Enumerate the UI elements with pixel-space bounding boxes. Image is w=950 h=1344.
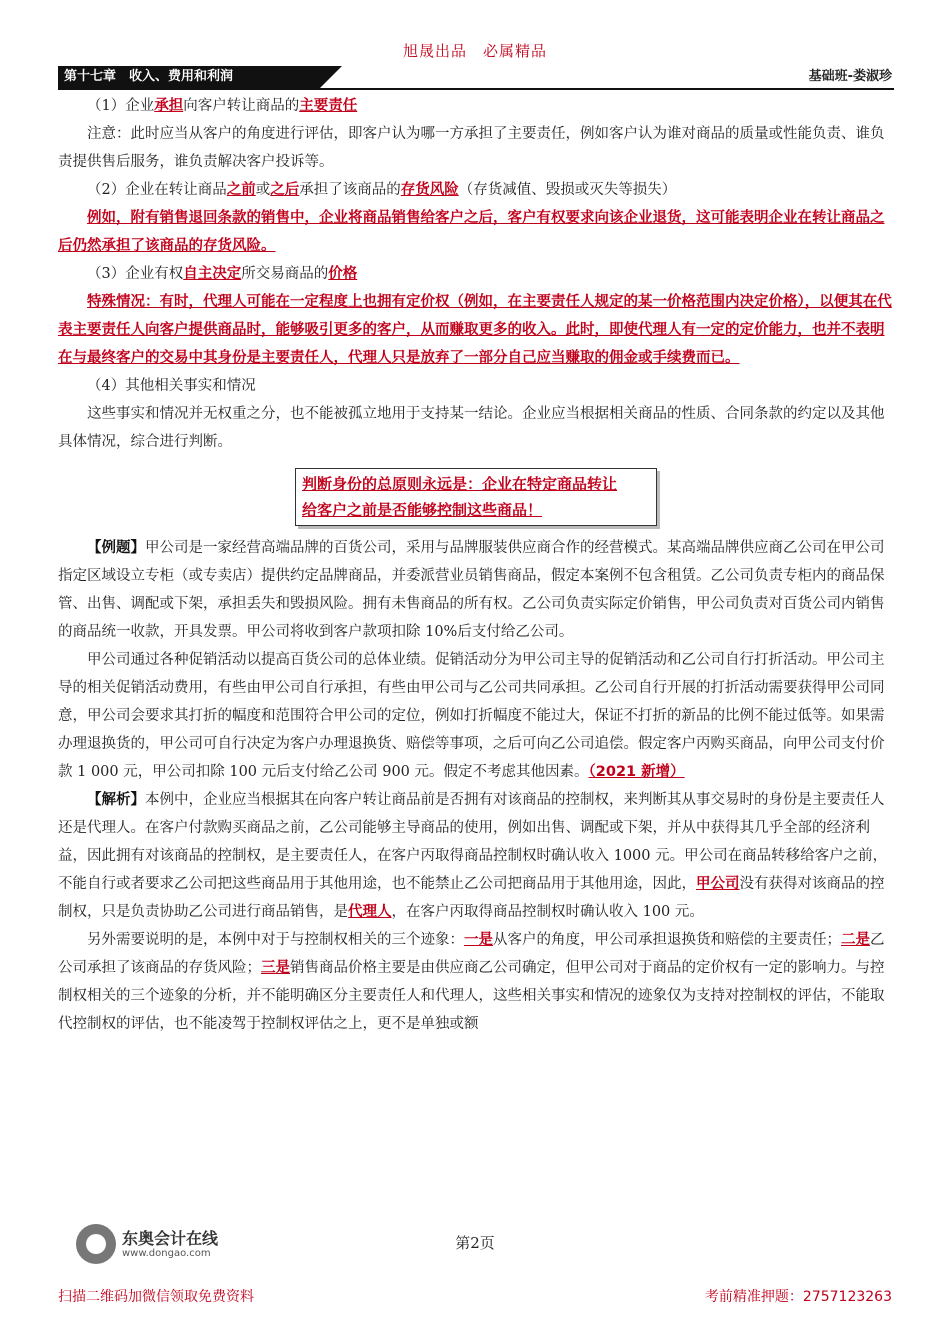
chapter-title: 第十七章 收入、费用和利润: [58, 66, 320, 88]
item-3-special-case: 特殊情况：有时，代理人可能在一定程度上也拥有定价权（例如，在主要责任人规定的某一价格范围内决定价格），以便其在代表主要责任人向客户提供商品时，能够吸引更多的客户，从而赚取更多的收入。此时，即使代理人有一定的定价能力，也并不表明在与最终客户的交易中其身份是主要责任人，代理人只是放弃了一部分自己应当赚取的佣金或手续费而已。: [58, 294, 892, 366]
logo-name: 东奥会计在线: [122, 1229, 219, 1248]
note: 注意：此时应当从客户的角度进行评估，即客户认为哪一方承担了主要责任，例如客户认为谁对商品的质量或性能负责、谁负责提供售后服务，谁负责解决客户投诉等。: [58, 126, 885, 170]
logo-url: www.dongao.com: [122, 1248, 211, 1259]
course-name: 基础班-娄淑珍: [808, 69, 892, 84]
principle-callout: [295, 468, 657, 526]
chapter-tab-shape: [320, 66, 342, 88]
example-para-1: 【例题】甲公司是一家经营高端品牌的百货公司，采用与品牌服装供应商合作的经营模式。某高端品牌供应商乙公司在甲公司指定区域设立专柜（或专卖店）提供约定品牌商品，并委派营业员销售商品，假定本案例不包含租赁。乙公司负责专柜内的商品保管、出售、调配或下架，承担丢失和毁损风险。拥有未售商品的所有权。乙公司负责实际定价销售，甲公司负责对百货公司内销售的商品统一收款，开具发票。甲公司将收到客户款项扣除 10%后支付给乙公司。: [58, 540, 885, 640]
callout-line-2: 给客户之前是否能够控制这些商品！: [302, 501, 543, 519]
page-content: [58, 92, 894, 1038]
footer-right-note: 考前精准押题：2757123263: [704, 1289, 892, 1305]
footer-left-note: 扫描二维码加微信领取免费资料: [58, 1289, 254, 1305]
item-1: （1）企业承担向客户转让商品的主要责任: [87, 98, 358, 114]
analysis-para-2: 另外需要说明的是，本例中对于与控制权相关的三个迹象：一是从客户的角度，甲公司承担退换货和赔偿的主要责任；二是乙公司承担了该商品的存货风险；三是销售商品价格主要是由供应商乙公司确定，但甲公司对于商品的定价权有一定的影响力。与控制权相关的三个迹象的分析，并不能明确区分主要责任人和代理人，这些相关事实和情况的迹象仅为支持对控制权的评估，不能取代控制权的评估，也不能凌驾于控制权评估之上，更不是单独或额: [58, 932, 885, 1032]
item-2-example: 例如，附有销售退回条款的销售中，企业将商品销售给客户之后，客户有权要求向该企业退货，这可能表明企业在转让商品之后仍然承担了该商品的存货风险。: [58, 210, 885, 254]
item-4-body: 这些事实和情况并无权重之分，也不能被孤立地用于支持某一结论。企业应当根据相关商品的性质、合同条款的约定以及其他具体情况，综合进行判断。: [58, 406, 885, 450]
top-banner: 旭晟出品 必属精品: [402, 42, 547, 60]
example-para-2: 甲公司通过各种促销活动以提高百货公司的总体业绩。促销活动分为甲公司主导的促销活动和乙公司自行打折活动。甲公司主导的相关促销活动费用，有些由甲公司自行承担，有些由甲公司与乙公司共同承担。乙公司自行开展的打折活动需要获得甲公司同意，甲公司会要求其打折的幅度和范围符合甲公司的定位，例如打折幅度不能过大，保证不打折的新品的比例不能过低等。如果需办理退换货的，甲公司可自行决定为客户办理退换货、赔偿等事项，之后可向乙公司追偿。假定客户丙购买商品，向甲公司支付价款 1 000 元，甲公司扣除 100 元后支付给乙公司 900 元。假定不考虑其他因素。（2021 新增）: [58, 652, 885, 780]
page-header: [58, 66, 894, 90]
analysis-para-1: 【解析】本例中，企业应当根据其在向客户转让商品前是否拥有对该商品的控制权，来判断其从事交易时的身份是主要责任人还是代理人。在客户付款购买商品之前，乙公司能够主导商品的使用，例如出售、调配或下架，并从中获得其几乎全部的经济利益，因此拥有对该商品的控制权，是主要责任人，在客户丙取得商品控制权时确认收入 1000 元。甲公司在商品转移给客户之前，不能自行或者要求乙公司把这些商品用于其他用途，也不能禁止乙公司把商品用于其他用途，因此，甲公司没有获得对该商品的控制权，只是负责协助乙公司进行商品销售，是代理人，在客户丙取得商品控制权时确认收入 100 元。: [58, 792, 888, 920]
item-3: （3）企业有权自主决定所交易商品的价格: [87, 266, 358, 282]
new-2021-tag: （2021 新增）: [588, 764, 685, 780]
callout-line-1: 判断身份的总原则永远是：企业在特定商品转让: [302, 475, 618, 493]
item-4: （4）其他相关事实和情况: [87, 378, 256, 394]
item-2: （2）企业在转让商品之前或之后承担了该商品的存货风险（存货减值、毁损或灭失等损失）: [87, 182, 677, 198]
page-number: 第2页: [455, 1234, 495, 1252]
